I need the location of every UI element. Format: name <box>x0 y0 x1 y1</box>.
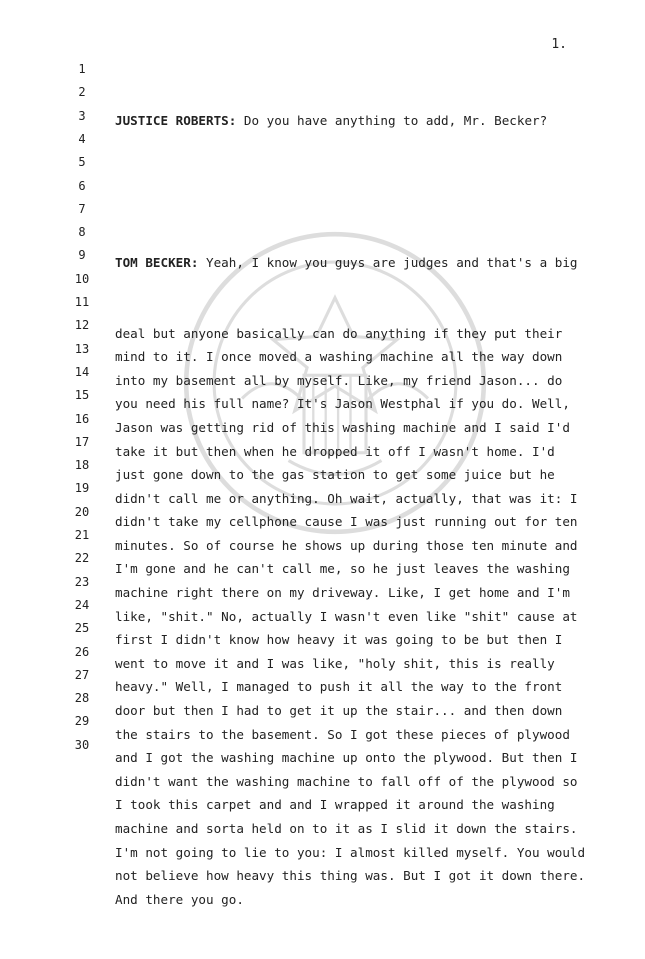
transcript-line: like, "shit." No, actually I wasn't even like "shit" cause at <box>115 608 578 624</box>
question-text: Do you have anything to add, Mr. Becker? <box>236 113 548 129</box>
line-number: 11 <box>74 295 90 309</box>
transcript-line: into my basement all by myself. Like, my friend Jason... do <box>115 372 563 388</box>
line-number: 8 <box>78 225 86 240</box>
transcript-line: you need his full name? It's Jason Westphal if you do. Well, <box>115 396 570 412</box>
line-number: 27 <box>74 667 90 682</box>
line-number: 15 <box>74 388 90 403</box>
transcript-line: the stairs to the basement. So I got these pieces of plywood <box>115 726 570 742</box>
transcript-line: I'm gone and he can't call me, so he just leaves the washing <box>115 561 570 577</box>
answer-text: Yeah, I know you guys are judges and that's a big <box>198 254 578 270</box>
line-number: 23 <box>74 574 90 589</box>
line-number: 21 <box>74 528 90 542</box>
line-number: 28 <box>74 691 90 706</box>
transcript-line: didn't call me or anything. Oh wait, actually, that was it: I <box>115 490 578 506</box>
line-number: 4 <box>78 131 86 146</box>
line-number: 18 <box>74 458 90 473</box>
line-number: 16 <box>74 411 90 426</box>
transcript-line: deal but anyone basically can do anything if they put their <box>115 325 563 341</box>
line-number: 24 <box>74 597 90 612</box>
line-number: 17 <box>74 434 90 449</box>
transcript-line: minutes. So of course he shows up during those ten minute and <box>115 537 578 553</box>
line-number: 5 <box>78 155 86 170</box>
line-number: 26 <box>74 644 90 659</box>
line-number: 10 <box>74 271 90 286</box>
transcript-line: I'm not going to lie to you: I almost killed myself. You would <box>115 844 586 860</box>
blank-line <box>115 180 595 204</box>
answer-first-line <box>115 251 595 275</box>
transcript-line: Jason was getting rid of this washing machine and I said I'd <box>115 419 570 435</box>
transcript-line: machine and sorta held on to it as I slid it down the stairs. <box>115 821 578 836</box>
answer-lines <box>115 322 595 912</box>
transcript-line: I took this carpet and and I wrapped it around the washing <box>115 797 555 813</box>
transcript-line: went to move it and I was like, "holy shit, this is really <box>115 655 555 671</box>
line-number: 1 <box>78 62 86 76</box>
line-number: 3 <box>78 108 86 123</box>
line-number: 29 <box>74 714 90 729</box>
question-line <box>115 109 595 133</box>
line-number: 9 <box>78 248 86 263</box>
transcript-line: machine right there on my driveway. Like, I get home and I'm <box>115 585 570 601</box>
transcript-line: didn't take my cellphone cause I was just running out for ten <box>115 514 578 530</box>
line-number: 2 <box>78 85 86 100</box>
transcript-line: first I didn't know how heavy it was going to be but then I <box>115 632 563 648</box>
line-number: 12 <box>74 318 90 333</box>
line-number: 25 <box>74 621 90 636</box>
line-number: 13 <box>74 341 90 356</box>
line-number: 30 <box>74 737 90 752</box>
transcript-line: And there you go. <box>115 891 244 907</box>
speaker-tom-becker: TOM BECKER: <box>115 254 199 270</box>
line-number: 19 <box>74 481 90 496</box>
line-number: 14 <box>74 364 90 379</box>
transcript-line: not believe how heavy this thing was. But I got it down there. <box>115 868 586 884</box>
transcript-line: door but then I had to get it up the stair... and then down <box>115 703 563 719</box>
line-number: 20 <box>74 504 90 519</box>
transcript-body <box>115 62 595 959</box>
transcript-line: just gone down to the gas station to get some juice but he <box>115 467 555 483</box>
transcript-line: mind to it. I once moved a washing machine all the way down <box>115 349 563 365</box>
line-number: 7 <box>78 201 86 216</box>
line-number: 22 <box>74 551 90 566</box>
transcript-line: didn't want the washing machine to fall off of the plywood so <box>115 773 578 789</box>
transcript-line: take it but then when he dropped it off I wasn't home. I'd <box>115 443 555 459</box>
transcript-line: and I got the washing machine up onto the plywood. But then I <box>115 750 578 766</box>
speaker-justice-roberts: JUSTICE ROBERTS: <box>115 113 237 129</box>
page-number: 1. <box>551 37 567 52</box>
line-number: 6 <box>78 178 86 193</box>
transcript-line: heavy." Well, I managed to push it all the way to the front <box>115 679 563 695</box>
